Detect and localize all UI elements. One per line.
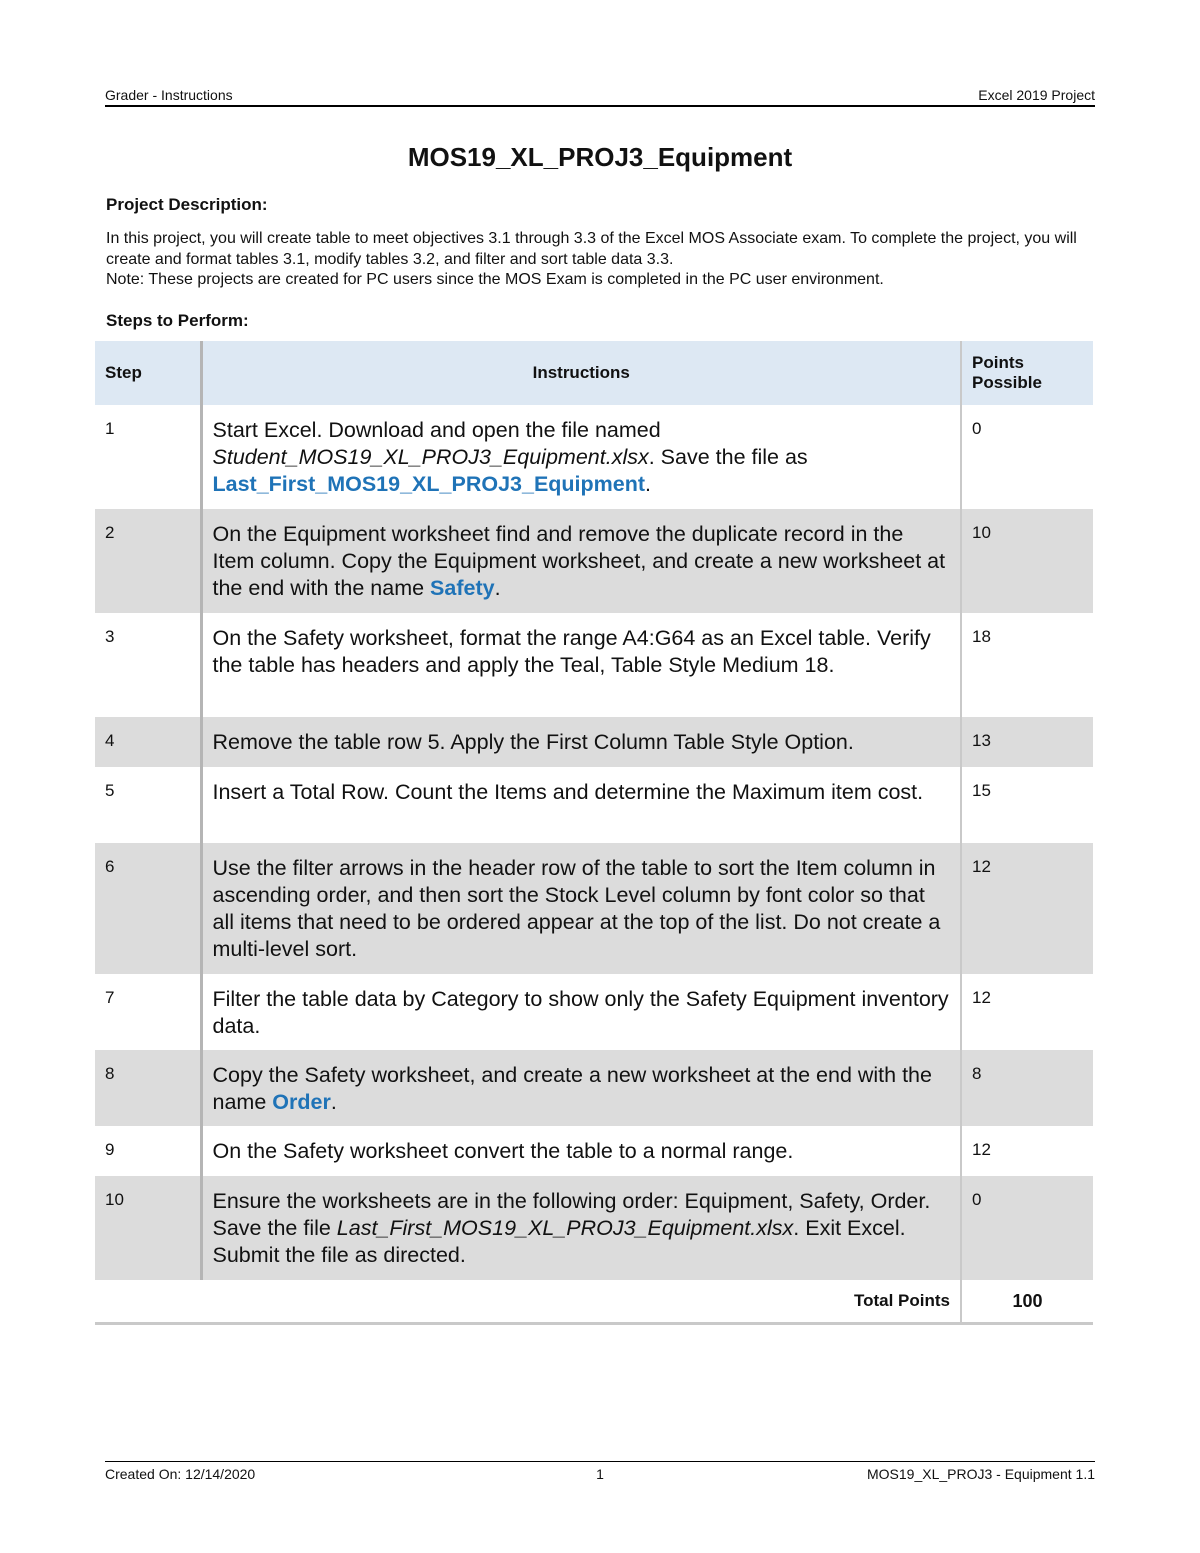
instruction-text: Ensure the worksheets are in the following order: Equipment, Safety, Order. Save the file <box>212 1189 931 1240</box>
project-description <box>106 229 1086 291</box>
instruction-text: . Save the file as <box>648 445 808 469</box>
step-points: 12 <box>961 843 1093 974</box>
header-step: Step <box>95 341 201 405</box>
table-row <box>95 843 1093 974</box>
header-points <box>961 341 1093 405</box>
step-number: 9 <box>95 1126 201 1176</box>
instruction-filename: Student_MOS19_XL_PROJ3_Equipment.xlsx <box>212 445 649 469</box>
project-description-label: Project Description: <box>106 195 268 214</box>
step-number: 3 <box>95 613 201 717</box>
step-number: 5 <box>95 767 201 843</box>
step-instruction <box>201 1050 961 1126</box>
table-row <box>95 1176 1093 1280</box>
step-points: 0 <box>961 1176 1093 1280</box>
step-instruction: On the Safety worksheet convert the table to a normal range. <box>201 1126 961 1176</box>
step-number: 8 <box>95 1050 201 1126</box>
instruction-filename: Last_First_MOS19_XL_PROJ3_Equipment.xlsx <box>336 1216 794 1240</box>
step-instruction <box>201 1176 961 1280</box>
instruction-text: . <box>330 1090 337 1114</box>
step-number: 6 <box>95 843 201 974</box>
header-instructions: Instructions <box>201 341 961 405</box>
steps-table <box>95 341 1093 1325</box>
instruction-highlight: Safety <box>430 576 495 600</box>
header-left: Grader - Instructions <box>105 87 233 103</box>
step-points: 18 <box>972 627 991 646</box>
table-row <box>95 1050 1093 1126</box>
table-row <box>95 613 1093 717</box>
steps-label: Steps to Perform: <box>106 311 249 330</box>
step-points: 10 <box>961 509 1093 613</box>
table-row <box>95 1126 1093 1176</box>
table-header-row <box>95 341 1093 405</box>
instruction-text: On the Equipment worksheet find and remove the duplicate record in the Item column. Copy the Equipment worksheet, and create a new worksheet at the end with the name <box>212 522 946 600</box>
step-instruction <box>201 405 961 509</box>
step-number: 10 <box>95 1176 201 1280</box>
footer-page-number: 1 <box>596 1466 604 1482</box>
step-instruction: Filter the table data by Category to show only the Safety Equipment inventory data. <box>201 974 961 1050</box>
instruction-text: . <box>645 472 652 496</box>
footer-left: Created On: 12/14/2020 <box>105 1466 256 1482</box>
table-row <box>95 405 1093 509</box>
description-line-2: Note: These projects are created for PC users since the MOS Exam is completed in the PC user environment. <box>106 271 884 288</box>
step-number: 1 <box>95 405 201 509</box>
instruction-text: . Exit Excel. Submit the file as directed. <box>212 1216 906 1267</box>
instruction-highlight: Order <box>272 1090 331 1114</box>
instruction-text: Copy the Safety worksheet, and create a new worksheet at the end with the name <box>212 1063 932 1114</box>
description-line-1: In this project, you will create table to meet objectives 3.1 through 3.3 of the Excel MOS Associate exam. To complete the project, you will create and format tables 3.1, modify tables 3.2, and filter and sort table data 3.3. <box>106 230 1077 268</box>
table-row <box>95 717 1093 767</box>
table-row <box>95 767 1093 843</box>
total-points-label: Total Points <box>201 1280 961 1324</box>
instruction-text: . <box>494 576 501 600</box>
step-instruction: Remove the table row 5. Apply the First Column Table Style Option. <box>201 717 961 767</box>
step-points: 15 <box>972 781 991 800</box>
step-points: 8 <box>961 1050 1093 1126</box>
page-header <box>105 83 1095 107</box>
instruction-highlight: Last_First_MOS19_XL_PROJ3_Equipment <box>212 472 646 496</box>
step-points: 12 <box>972 1140 991 1159</box>
instruction-text: Start Excel. Download and open the file named <box>212 418 661 442</box>
table-row <box>95 509 1093 613</box>
header-points-line1: Points <box>972 353 1024 372</box>
step-points: 12 <box>972 988 991 1007</box>
document-title: MOS19_XL_PROJ3_Equipment <box>407 142 793 172</box>
step-instruction: Insert a Total Row. Count the Items and determine the Maximum item cost. <box>201 767 961 843</box>
total-points-value: 100 <box>961 1280 1093 1324</box>
total-row <box>95 1280 1093 1324</box>
page-footer <box>105 1461 1095 1482</box>
step-number: 4 <box>95 717 201 767</box>
step-number: 7 <box>95 974 201 1050</box>
step-instruction <box>201 509 961 613</box>
footer-right: MOS19_XL_PROJ3 - Equipment 1.1 <box>866 1466 1095 1482</box>
table-row <box>95 974 1093 1050</box>
header-right: Excel 2019 Project <box>978 87 1095 103</box>
step-points: 13 <box>961 717 1093 767</box>
step-instruction: On the Safety worksheet, format the range A4:G64 as an Excel table. Verify the table has headers and apply the Teal, Table Style Medium 18. <box>201 613 961 717</box>
total-spacer <box>95 1280 201 1324</box>
step-number: 2 <box>95 509 201 613</box>
header-points-line2: Possible <box>972 373 1042 392</box>
step-instruction: Use the filter arrows in the header row of the table to sort the Item column in ascending order, and then sort the Stock Level column by font color so that all items that need to be ordered appear at the top of the list. Do not create a multi-level sort. <box>201 843 961 974</box>
step-points: 0 <box>972 419 982 438</box>
